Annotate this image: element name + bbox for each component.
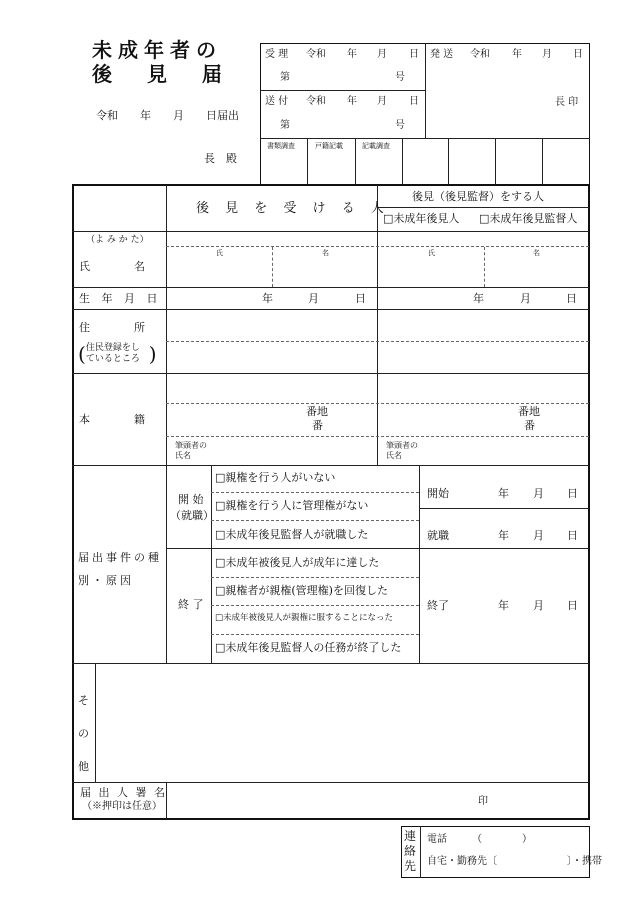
start-label: 開 始 (178, 493, 204, 506)
other-field[interactable] (96, 664, 588, 781)
event-label: 届出事件の種別・原因 (78, 551, 162, 587)
sent-num-prefix: 第 (280, 120, 290, 131)
guardian-birth-day: 日 (566, 292, 577, 305)
ward-birth-day: 日 (355, 292, 366, 305)
option-minor-guardian[interactable]: □未成年後見人 (383, 212, 460, 225)
contact-label: 連絡先 (404, 829, 417, 873)
guardian-head-label: 筆頭者の氏名 (386, 441, 418, 460)
appoint-date-year: 年 (498, 529, 509, 542)
other-label: そ の 他 (78, 694, 89, 773)
sent-day: 日 (409, 96, 419, 107)
guardian-given-label: 名 (533, 249, 540, 257)
ward-head-label: 筆頭者の氏名 (175, 441, 207, 460)
sent-year: 年 (347, 96, 357, 107)
start-option-no-parent[interactable]: □親権を行う人がいない (215, 471, 336, 484)
ward-birth-year: 年 (262, 292, 273, 305)
dispatch-era: 令和 (470, 49, 490, 60)
dispatch-seal: 長 印 (555, 97, 579, 108)
form-title-line1: 未成年者の (92, 38, 222, 62)
addressee[interactable]: 長 殿 (204, 152, 237, 165)
address-note: ( 住民登録をしているところ ) (78, 342, 157, 366)
dispatch-year: 年 (512, 49, 522, 60)
sent-month: 月 (377, 96, 387, 107)
received-num-suffix: 号 (395, 72, 405, 83)
received-label: 受 理 (265, 49, 289, 60)
received-month: 月 (377, 49, 387, 60)
end-option-supervisor-ended[interactable]: □未成年後見監督人の任務が終了した (215, 641, 402, 654)
appoint-date-label: 就職 (427, 529, 449, 542)
guardian-birth-month: 月 (520, 292, 531, 305)
contact-place[interactable]: 自宅・勤務先〔 〕・携帯 (427, 856, 602, 867)
end-date-label: 終了 (427, 599, 449, 612)
option-minor-guardian-supervisor[interactable]: □未成年後見監督人 (479, 212, 578, 225)
guardian-birth-year: 年 (473, 292, 484, 305)
ward-given-label: 名 (322, 249, 329, 257)
signature-note: （※押印は任意） (82, 801, 162, 812)
signature-label: 届 出 人 署 名 (80, 786, 167, 799)
start-option-supervisor-appointed[interactable]: □未成年後見監督人が就職した (215, 528, 369, 541)
end-date-month: 月 (533, 599, 544, 612)
dispatch-day: 日 (573, 49, 583, 60)
start-date-year: 年 (498, 487, 509, 500)
end-option-adulthood[interactable]: □未成年被後見人が成年に達した (215, 556, 380, 569)
sent-num-suffix: 号 (395, 120, 405, 131)
end-date-day: 日 (567, 599, 578, 612)
sent-label: 送 付 (265, 96, 289, 107)
received-day: 日 (409, 49, 419, 60)
furigana-label: （よ み か た） (86, 235, 149, 245)
start-date-day: 日 (567, 487, 578, 500)
check-document[interactable]: 書類調査 (267, 142, 295, 150)
received-era: 令和 (306, 49, 326, 60)
col-header-guardian: 後見（後見監督）をする人 (412, 190, 544, 203)
signature-seal[interactable]: 印 (478, 796, 488, 807)
start-sublabel: （就職） (170, 509, 214, 522)
sent-era: 令和 (306, 96, 326, 107)
address-label: 住 所 (79, 321, 145, 334)
birthdate-label: 生 年 月 日 (79, 292, 162, 305)
appoint-date-day: 日 (567, 529, 578, 542)
end-label: 終 了 (178, 598, 204, 611)
end-date-year: 年 (498, 599, 509, 612)
honseki-label: 本 籍 (79, 413, 145, 426)
start-date-label: 開始 (427, 487, 449, 500)
ward-birth-month: 月 (308, 292, 319, 305)
guardian-surname-label: 氏 (428, 249, 435, 257)
received-num-prefix: 第 (280, 72, 290, 83)
end-option-authority-restored[interactable]: □親権者が親権(管理権)を回復した (215, 584, 388, 597)
appoint-date-month: 月 (533, 529, 544, 542)
check-entry[interactable]: 記載調査 (362, 142, 390, 150)
start-option-no-management[interactable]: □親権を行う人に管理権がない (215, 499, 369, 512)
form-title-line2: 後 見 届 (92, 62, 236, 86)
end-option-under-custody[interactable]: □未成年被後見人が親権に服することになった (215, 613, 394, 623)
ward-banchi: 番地 (306, 405, 328, 418)
dispatch-month: 月 (542, 49, 552, 60)
guardian-ban: 番 (524, 419, 535, 432)
name-label: 氏 名 (79, 260, 145, 273)
check-register[interactable]: 戸籍記載 (315, 142, 343, 150)
filing-date[interactable]: 令和 年 月 日届出 (96, 109, 239, 122)
start-date-month: 月 (533, 487, 544, 500)
col-header-ward: 後 見 を 受 け る 人 (196, 201, 390, 216)
received-year: 年 (347, 49, 357, 60)
ward-ban: 番 (312, 419, 323, 432)
contact-phone[interactable]: 電話 （ ） (427, 834, 532, 845)
dispatch-label: 発 送 (430, 49, 454, 60)
ward-surname-label: 氏 (216, 249, 223, 257)
guardian-banchi: 番地 (518, 405, 540, 418)
